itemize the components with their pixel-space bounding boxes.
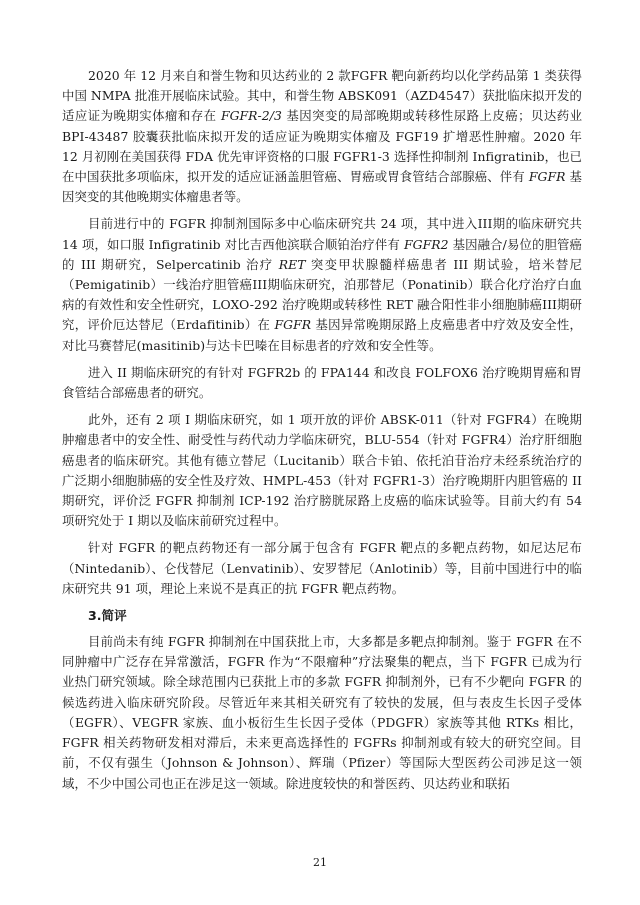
text-run: 突变甲状腺髓样癌患者 III 期试验，培米替尼（Pemigatinib）一线治疗胆管癌III期临床研究，泊那替尼（Ponatinib）联合化疗治疗白血病的有效性和安全性研究，LOXO-292 治疗晚期或转移性 RET 融合阳性非小细胞肺癌III期研究，评价厄达替尼（Erdafitinib）在	[62, 256, 583, 333]
gene-name-italic: FGFR	[528, 169, 566, 185]
gene-name-italic: FGFR2	[404, 236, 449, 252]
text-run: 目前尚未有纯 FGFR 抑制剂在中国获批上市，大多都是多靶点抑制剂。鉴于 FGFR 在不同肿瘤中广泛存在异常激活，FGFR 作为“不限瘤种”疗法聚集的靶点，当下 FGFR 已成为行业热门研究领域。除全球范围内已获批上市的多款 FGFR 抑制剂外，已有不少靶向 FGFR 的候选药进入临床研究阶段。尽管近年来其相关研究有了较快的发展，但与表皮生长因子受体（EGFR）、VEGFR 家族、血小板衍生生长因子受体（PDGFR）家族等其他 RTKs 相比，FGFR 相关药物研发相对滞后，未来更高选择性的 FGFRs 抑制剂或有较大的研究空间。目前，不仅有强生（Johnson & Johnson）、辉瑞（Pfizer）等国际大型医药公司涉足这一领域，不少中国公司也正在涉足这一领域。除进度较快的和誉医药、贝达药业和联拓	[62, 634, 582, 791]
section-heading: 3.简评	[88, 608, 127, 624]
text-run: 此外，还有 2 项 I 期临床研究，如 1 项开放的评价 ABSK-011（针对 FGFR4）在晚期肿瘤患者中的安全性、耐受性与药代动力学临床研究，BLU-554（针对 FGFR4）治疗肝细胞癌患者的临床研究。其他有德立替尼（Lucitanib）联合卡铂、依托泊苷治疗未经系统治疗的广泛期小细胞肺癌的安全性及疗效、HMPL-453（针对 FGFR1-3）治疗晚期肝内胆管癌的 II 期研究，评价泛 FGFR 抑制剂 ICP-192 治疗膀胱尿路上皮癌的临床试验等。目前大约有 54 项研究处于 I 期以及临床前研究过程中。	[62, 412, 582, 529]
paragraph-3	[62, 363, 582, 403]
gene-name-italic: FGFR	[274, 317, 312, 333]
text-run: 基因融合/易位的胆管癌的 III 期研究，Selpercatinib 治疗	[62, 236, 583, 272]
paragraph-2	[62, 214, 582, 355]
paragraph-5	[62, 538, 582, 599]
text-run: 基因突变的局部晚期或转移性尿路上皮癌；贝达药业 BPI-43487 胶囊获批临床拟开发的适应证为晚期实体瘤及 FGF19 扩增恶性肿瘤。2020 年 12 月初刚在美国获得 FDA 优先审评资格的口服 FGFR1-3 选择性抑制剂 Infigratinib，也已在中国获批多项临床，拟开发的适应证涵盖胆管癌、胃癌或胃食管结合部腺癌、伴有	[62, 108, 583, 185]
paragraph-1	[62, 66, 582, 207]
gene-name-italic: FGFR-2/3	[220, 108, 282, 124]
gene-name-italic: RET	[278, 256, 306, 272]
text-run: 针对 FGFR 的靶点药物还有一部分属于包含有 FGFR 靶点的多靶点药物，如尼达尼布（Nintedanib）、仑伐替尼（Lenvatinib）、安罗替尼（Anlotinib）等，目前中国进行中的临床研究共 91 项，理论上来说不是真正的抗 FGFR 靶点药物。	[62, 540, 582, 596]
text-run: 目前进行中的 FGFR 抑制剂国际多中心临床研究共 24 项，其中进入III期的临床研究共 14 项，如口服 Infigratinib 对比吉西他滨联合顺铂治疗伴有	[62, 216, 582, 252]
paragraph-4	[62, 410, 582, 531]
paragraph-closing	[62, 632, 582, 794]
page-number: 21	[313, 856, 327, 869]
text-run: 2020 年 12 月来自和誉生物和贝达药业的 2 款FGFR 靶向新药均以化学药品第 1 类获得中国 NMPA 批准开展临床试验。其中，和誉生物 ABSK091（AZD4547）获批临床拟开发的适应证为晚期实体瘤和存在	[62, 68, 582, 124]
text-run: 进入 II 期临床研究的有针对 FGFR2b 的 FPA144 和改良 FOLFOX6 治疗晚期胃癌和胃食管结合部癌患者的研究。	[62, 364, 582, 401]
text-run: 基因异常晚期尿路上皮癌患者中疗效及安全性，对比马赛替尼(masitinib)与达卡巴嗪在目标患者的疗效和安全性等。	[62, 317, 582, 353]
text-run: 基因突变的其他晚期实体瘤患者等。	[62, 169, 582, 205]
